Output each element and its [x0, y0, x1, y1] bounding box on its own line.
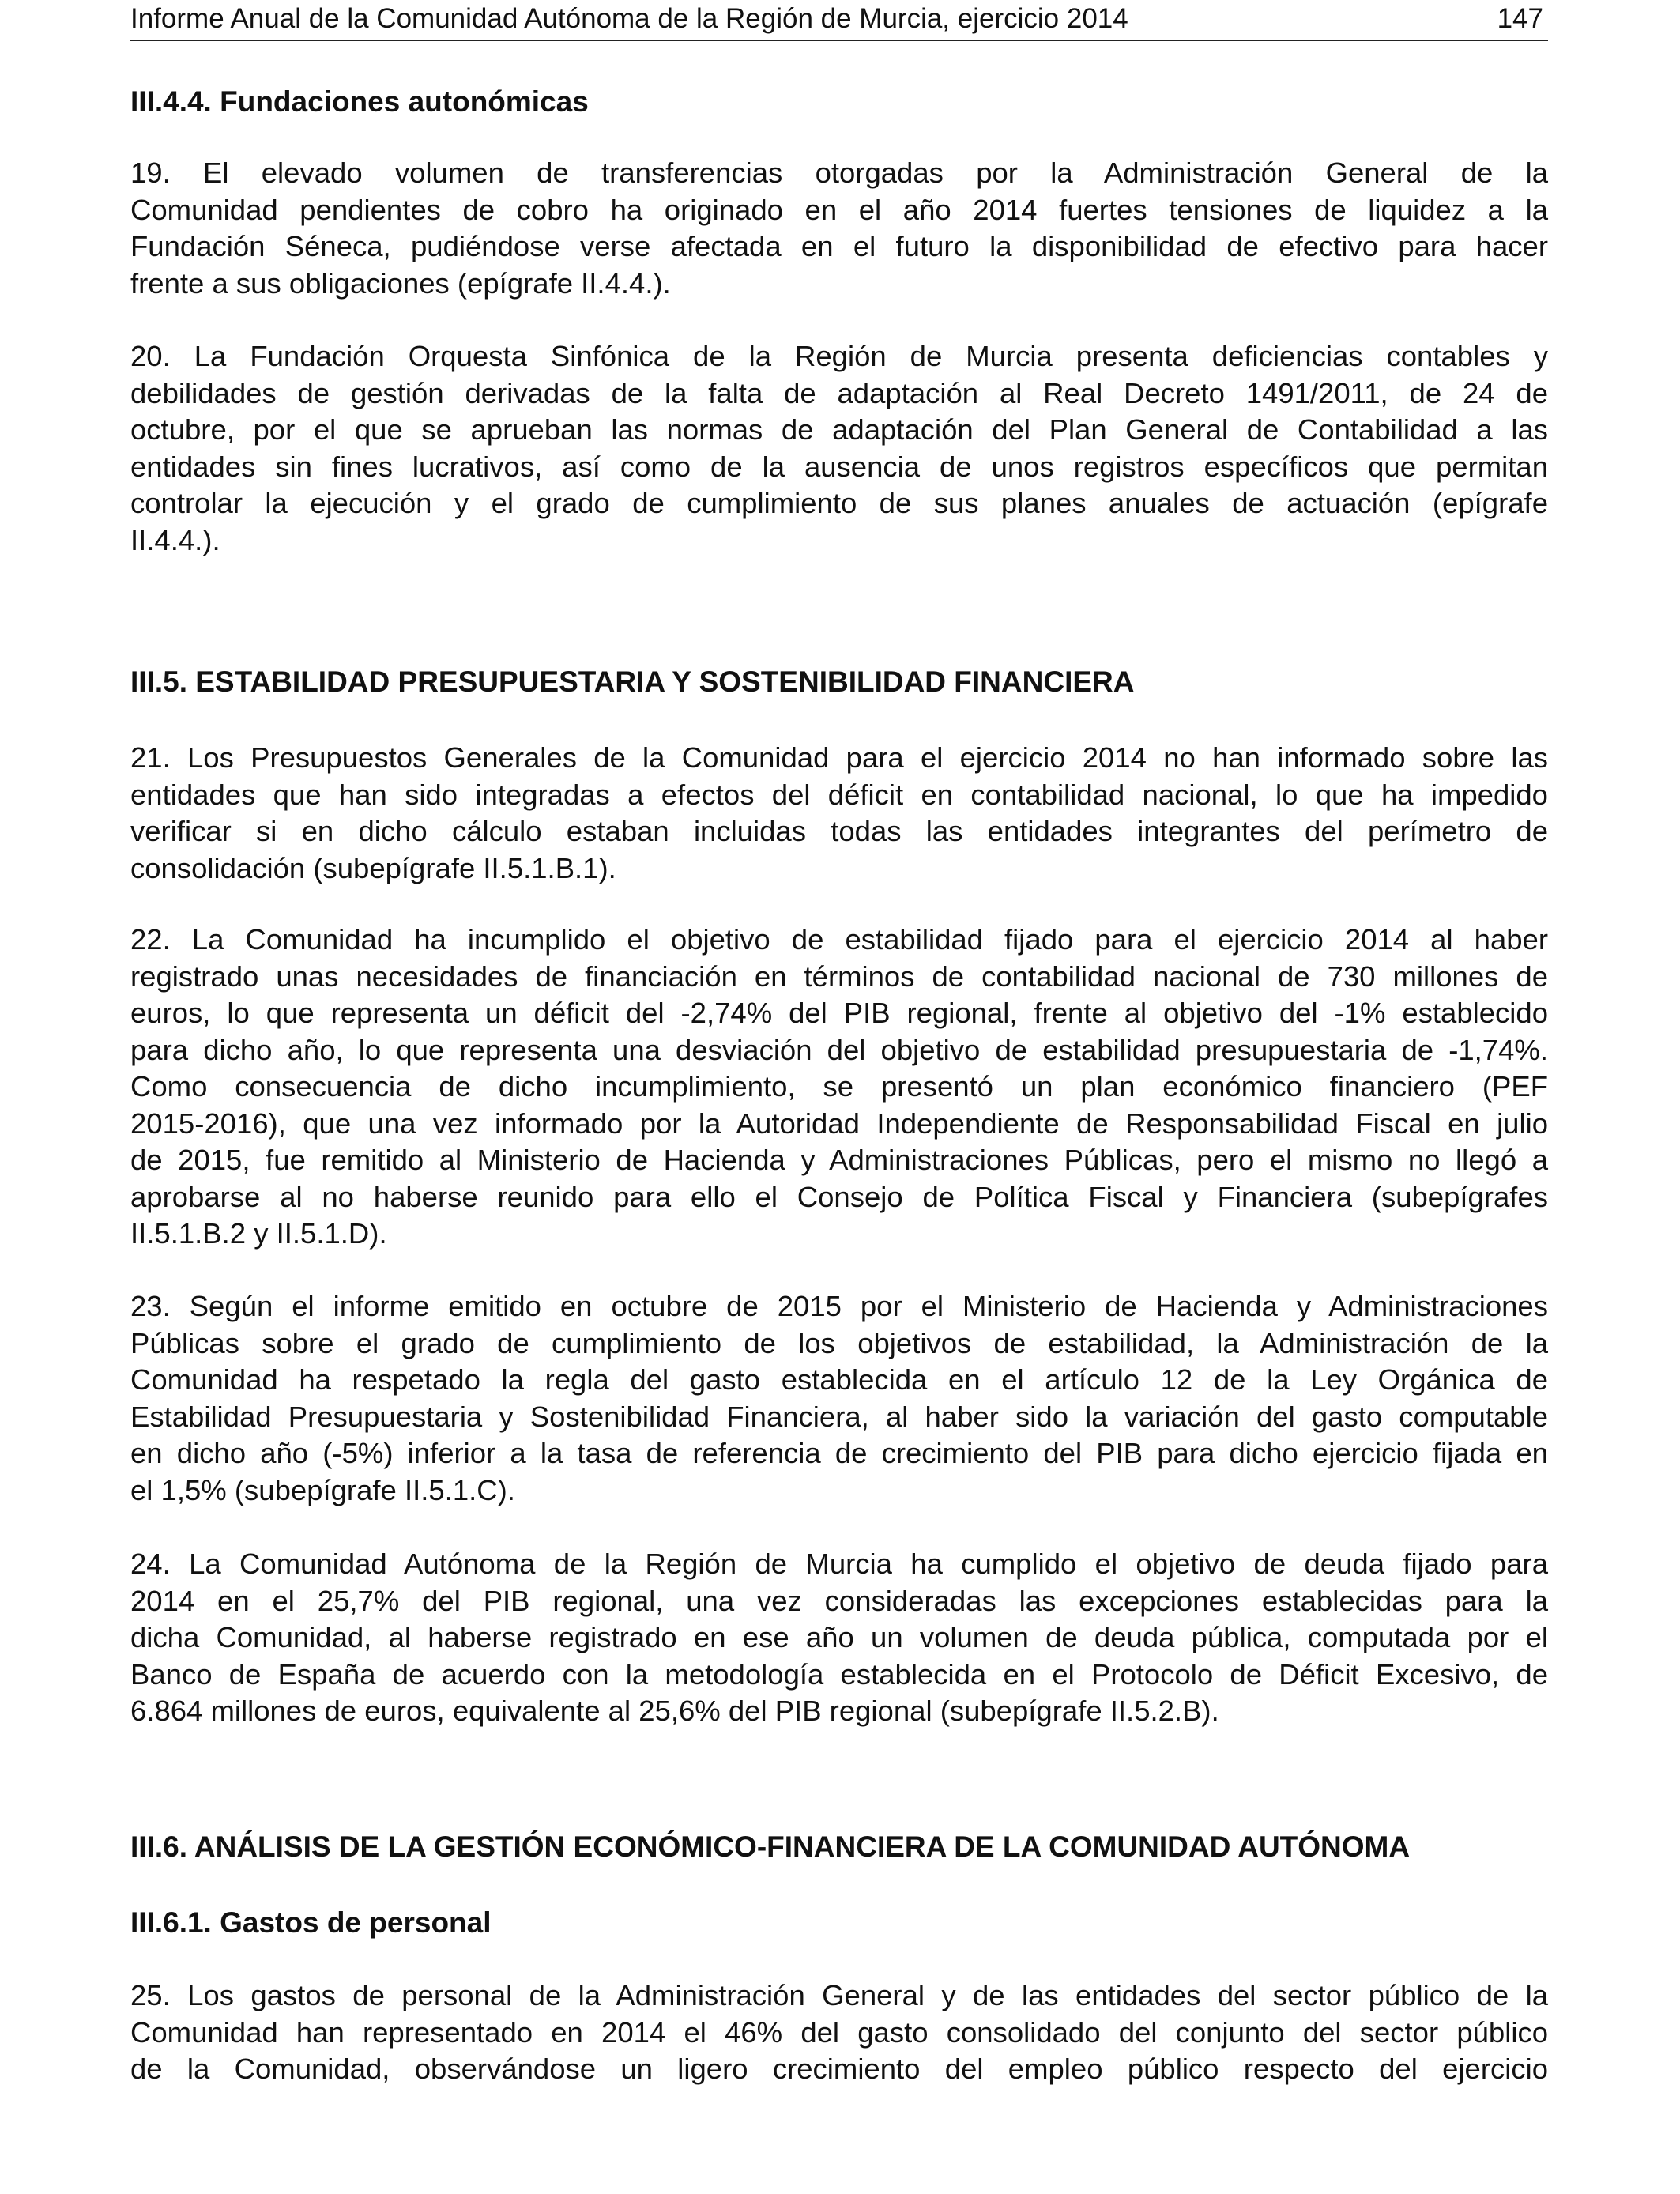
paragraph-line: Banco de España de acuerdo con la metodología establecida en el Protocolo de Déficit Excesivo, de: [130, 1657, 1548, 1691]
heading-fundaciones-autonomicas: III.4.4. Fundaciones autonómicas: [130, 85, 589, 118]
paragraph-line: Estabilidad Presupuestaria y Sostenibilidad Financiera, al haber sido la variación del gasto computable: [130, 1400, 1548, 1433]
paragraph-line: para dicho año, lo que representa una desviación del objetivo de estabilidad presupuestaria de -1,74%.: [130, 1033, 1548, 1066]
paragraph-line: II.5.1.B.2 y II.5.1.D).: [130, 1217, 387, 1250]
paragraph-19: [130, 155, 1548, 302]
paragraph-line: controlar la ejecución y el grado de cumplimiento de sus planes anuales de actuación (epígrafe: [130, 487, 1548, 519]
paragraph-22: [130, 922, 1548, 1253]
paragraph-line: 2014 en el 25,7% del PIB regional, una vez consideradas las excepciones establecidas para la: [130, 1584, 1548, 1617]
paragraph-line: dicha Comunidad, al haberse registrado en ese año un volumen de deuda pública, computada por el: [130, 1621, 1548, 1653]
header-title: Informe Anual de la Comunidad Autónoma de la Región de Murcia, ejercicio 2014: [130, 3, 1128, 34]
heading-analisis-gestion: III.6. ANÁLISIS DE LA GESTIÓN ECONÓMICO-FINANCIERA DE LA COMUNIDAD AUTÓNOMA: [130, 1830, 1411, 1863]
paragraph-25: [130, 1977, 1548, 2088]
paragraph-line: en dicho año (-5%) inferior a la tasa de referencia de crecimiento del PIB para dicho ejercicio fijada en: [130, 1437, 1548, 1469]
page-number: 147: [1497, 3, 1543, 34]
paragraph-line: Comunidad han representado en 2014 el 46% del gasto consolidado del conjunto del sector público: [130, 2015, 1548, 2049]
paragraph-line: II.4.4.).: [130, 523, 220, 556]
heading-estabilidad-presupuestaria: III.5. ESTABILIDAD PRESUPUESTARIA Y SOSTENIBILIDAD FINANCIERA: [130, 665, 1135, 698]
paragraph-line: 6.864 millones de euros, equivalente al 25,6% del PIB regional (subepígrafe II.5.2.B).: [130, 1695, 1219, 1727]
paragraph-line: registrado unas necesidades de financiación en términos de contabilidad nacional de 730 millones de: [130, 959, 1548, 993]
paragraph-line: Fundación Séneca, pudiéndose verse afectada en el futuro la disponibilidad de efectivo para hacer: [130, 230, 1548, 262]
paragraph-line: entidades sin fines lucrativos, así como de la ausencia de unos registros específicos que permitan: [130, 450, 1548, 483]
paragraph-line: entidades que han sido integradas a efectos del déficit en contabilidad nacional, lo que ha impedido: [130, 778, 1548, 811]
paragraph-24: [130, 1546, 1548, 1730]
paragraph-line: de 2015, fue remitido al Ministerio de Hacienda y Administraciones Públicas, pero el mismo no llegó a: [130, 1144, 1548, 1176]
paragraph-line: 23. Según el informe emitido en octubre de 2015 por el Ministerio de Hacienda y Administraciones: [130, 1290, 1548, 1322]
paragraph-23: [130, 1288, 1548, 1509]
paragraph-line: 19. El elevado volumen de transferencias otorgadas por la Administración General de la: [130, 156, 1548, 189]
paragraph-line: euros, lo que representa un déficit del -2,74% del PIB regional, frente al objetivo del -1% establecido: [130, 997, 1548, 1029]
paragraph-line: Públicas sobre el grado de cumplimiento de los objetivos de estabilidad, la Administración de la: [130, 1326, 1548, 1359]
paragraph-line: 21. Los Presupuestos Generales de la Comunidad para el ejercicio 2014 no han informado sobre las: [130, 741, 1548, 774]
paragraph-line: Como consecuencia de dicho incumplimiento, se presentó un plan económico financiero (PEF: [130, 1070, 1548, 1103]
paragraph-line: Comunidad ha respetado la regla del gasto establecida en el artículo 12 de la Ley Orgánica de: [130, 1363, 1548, 1396]
paragraph-line: de la Comunidad, observándose un ligero crecimiento del empleo público respecto del ejercicio: [130, 2053, 1548, 2085]
paragraph-line: octubre, por el que se aprueban las normas de adaptación del Plan General de Contabilidad a las: [130, 413, 1548, 446]
paragraph-line: aprobarse al no haberse reunido para ello el Consejo de Política Fiscal y Financiera (subepígrafes: [130, 1180, 1548, 1213]
paragraph-line: 25. Los gastos de personal de la Administración General y de las entidades del sector público de la: [130, 1979, 1548, 2011]
paragraph-line: frente a sus obligaciones (epígrafe II.4.4.).: [130, 266, 671, 300]
paragraph-line: debilidades de gestión derivadas de la falta de adaptación al Real Decreto 1491/2011, de 24 de: [130, 376, 1548, 409]
paragraph-line: 24. La Comunidad Autónoma de la Región de Murcia ha cumplido el objetivo de deuda fijado para: [130, 1547, 1548, 1580]
paragraph-line: 2015-2016), que una vez informado por la Autoridad Independiente de Responsabilidad Fiscal en julio: [130, 1106, 1548, 1140]
paragraph-line: consolidación (subepígrafe II.5.1.B.1).: [130, 851, 616, 884]
paragraph-line: Comunidad pendientes de cobro ha originado en el año 2014 fuertes tensiones de liquidez a la: [130, 193, 1548, 226]
paragraph-line: el 1,5% (subepígrafe II.5.1.C).: [130, 1473, 515, 1506]
page-header: [130, 0, 1548, 41]
paragraph-line: verificar si en dicho cálculo estaban incluidas todas las entidades integrantes del perímetro de: [130, 815, 1548, 847]
paragraph-21: [130, 740, 1548, 887]
paragraph-20: [130, 338, 1548, 559]
paragraph-line: 20. La Fundación Orquesta Sinfónica de la Región de Murcia presenta deficiencias contables y: [130, 340, 1548, 372]
heading-gastos-personal: III.6.1. Gastos de personal: [130, 1906, 492, 1939]
paragraph-line: 22. La Comunidad ha incumplido el objetivo de estabilidad fijado para el ejercicio 2014 al haber: [130, 923, 1548, 956]
